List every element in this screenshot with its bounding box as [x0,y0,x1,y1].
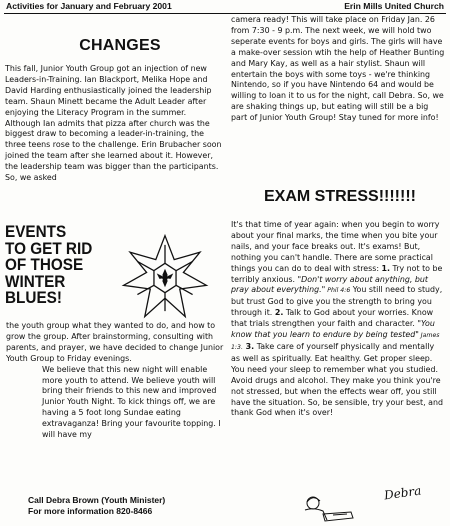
exam-text: You still need to study, but trust God to give you the strength to bring you through it. [231,285,443,318]
step-number: 2. [274,308,284,318]
contact-callout [28,495,218,517]
events-continued [231,15,445,124]
contact-line-2: For more information 820-8466 [28,506,153,516]
exam-text: It's that time of year again: when you begin to worry about your final marks, the time when you bite your nails, and your face breaks out. It's exams! But, nothing you can't handle. There are some practical things you can do to deal with stress: [231,220,440,273]
header [6,1,444,13]
changes-paragraph-1: This fall, Junior Youth Group got an injection of new Leaders-in-Training. Ian Blackport, Melika Hope and David Harding enthusiastically joined the leadership team. Shaun Minett became the Adult Leader after enjoying the Literacy Program in the summer. [5,64,212,117]
events-heading-line: WINTER [5,271,66,291]
exam-stress-heading: EXAM STRESS!!!!!!! [264,188,416,205]
events-heading-line: EVENTS [5,222,67,241]
exam-text: Take care of yourself physically and mentally as well as spiritually. Eat healthy. Get proper sleep. You need your sleep to remember what you studied. Avoid drugs and alcohol. They make you think you're not stressed, but when the effects wear off, you still have the situation. So, be sensible, try your best, and thank God when it's over! [231,341,443,418]
changes-article [5,64,226,184]
events-paragraph-1: the youth group what they wanted to do, and how to grow the group. After brainstorming, consulting with parents, and prayer, we have decided to change Junior Youth Group to Friday evenings. [6,321,224,363]
exam-stress-paragraph [231,220,445,419]
exam-text: Talk to God about your worries. Know that trials strengthen your faith and character. [231,308,434,329]
events-heading-line: TO GET RID [5,238,93,258]
header-church: Erin Mills United Church [344,1,444,11]
bible-quote: "Don't worry about anything, but pray about everything." [231,274,428,295]
events-heading-line: OF THOSE [5,255,84,274]
events-continued-paragraph: camera ready! This will take place on Friday Jan. 26 from 7:30 - 9 p.m. The next week, we will hold two seperate events for boys and girls. The girls will have a make-over session wtih the help of Heather Bunting and Mary Kay, as well as a hair stylist. Shaun will entertain the boys with some toys - we're thinking Nintendo, so if you have Nintendo 64 and would be willing to loan it to us for the night, call Debra. So, we are shaking things up, but eating will still be a big part of Junior Youth Group! Stay tuned for more info! [231,15,445,123]
contact-line-1: Call Debra Brown (Youth Minister) [28,495,166,505]
bible-reference: Phil 4:6 [325,287,351,295]
snowflake-icon [116,232,214,324]
events-article [6,321,226,441]
student-studying-illustration [293,494,367,524]
changes-heading: CHANGES [79,37,161,54]
bible-quote: "You know that you learn to endure by being tested" [231,319,435,340]
step-number: 3. [242,341,255,351]
events-heading [5,224,104,307]
bible-reference: James 1:3. [231,332,440,351]
changes-paragraph-2: Although Ian admits that pizza after church was the biggest draw to becoming a leader-in-training, the three teens rose to the challenge. Erin Brubacher soon joined the team after she learned about it. However, the leadership team was bigger than the participants. So, we asked [5,118,222,183]
header-rule [4,13,446,14]
signature: Debra [383,483,423,503]
events-heading-line: BLUES! [5,288,62,307]
header-dates: Activities for January and February 2001 [6,1,172,11]
exam-stress-article [231,220,445,419]
events-paragraph-2: We believe that this new night will enable more youth to attend. We believe youth will bring their friends to this new and improved Junior Youth Night. To kick things off, we are having a 5 foot long Sundae eating extravaganza! Bring your favourite topping. I will have my [42,364,221,440]
exam-text: Try not to be terribly anxious. [231,263,443,284]
step-number: 1. [381,263,391,273]
